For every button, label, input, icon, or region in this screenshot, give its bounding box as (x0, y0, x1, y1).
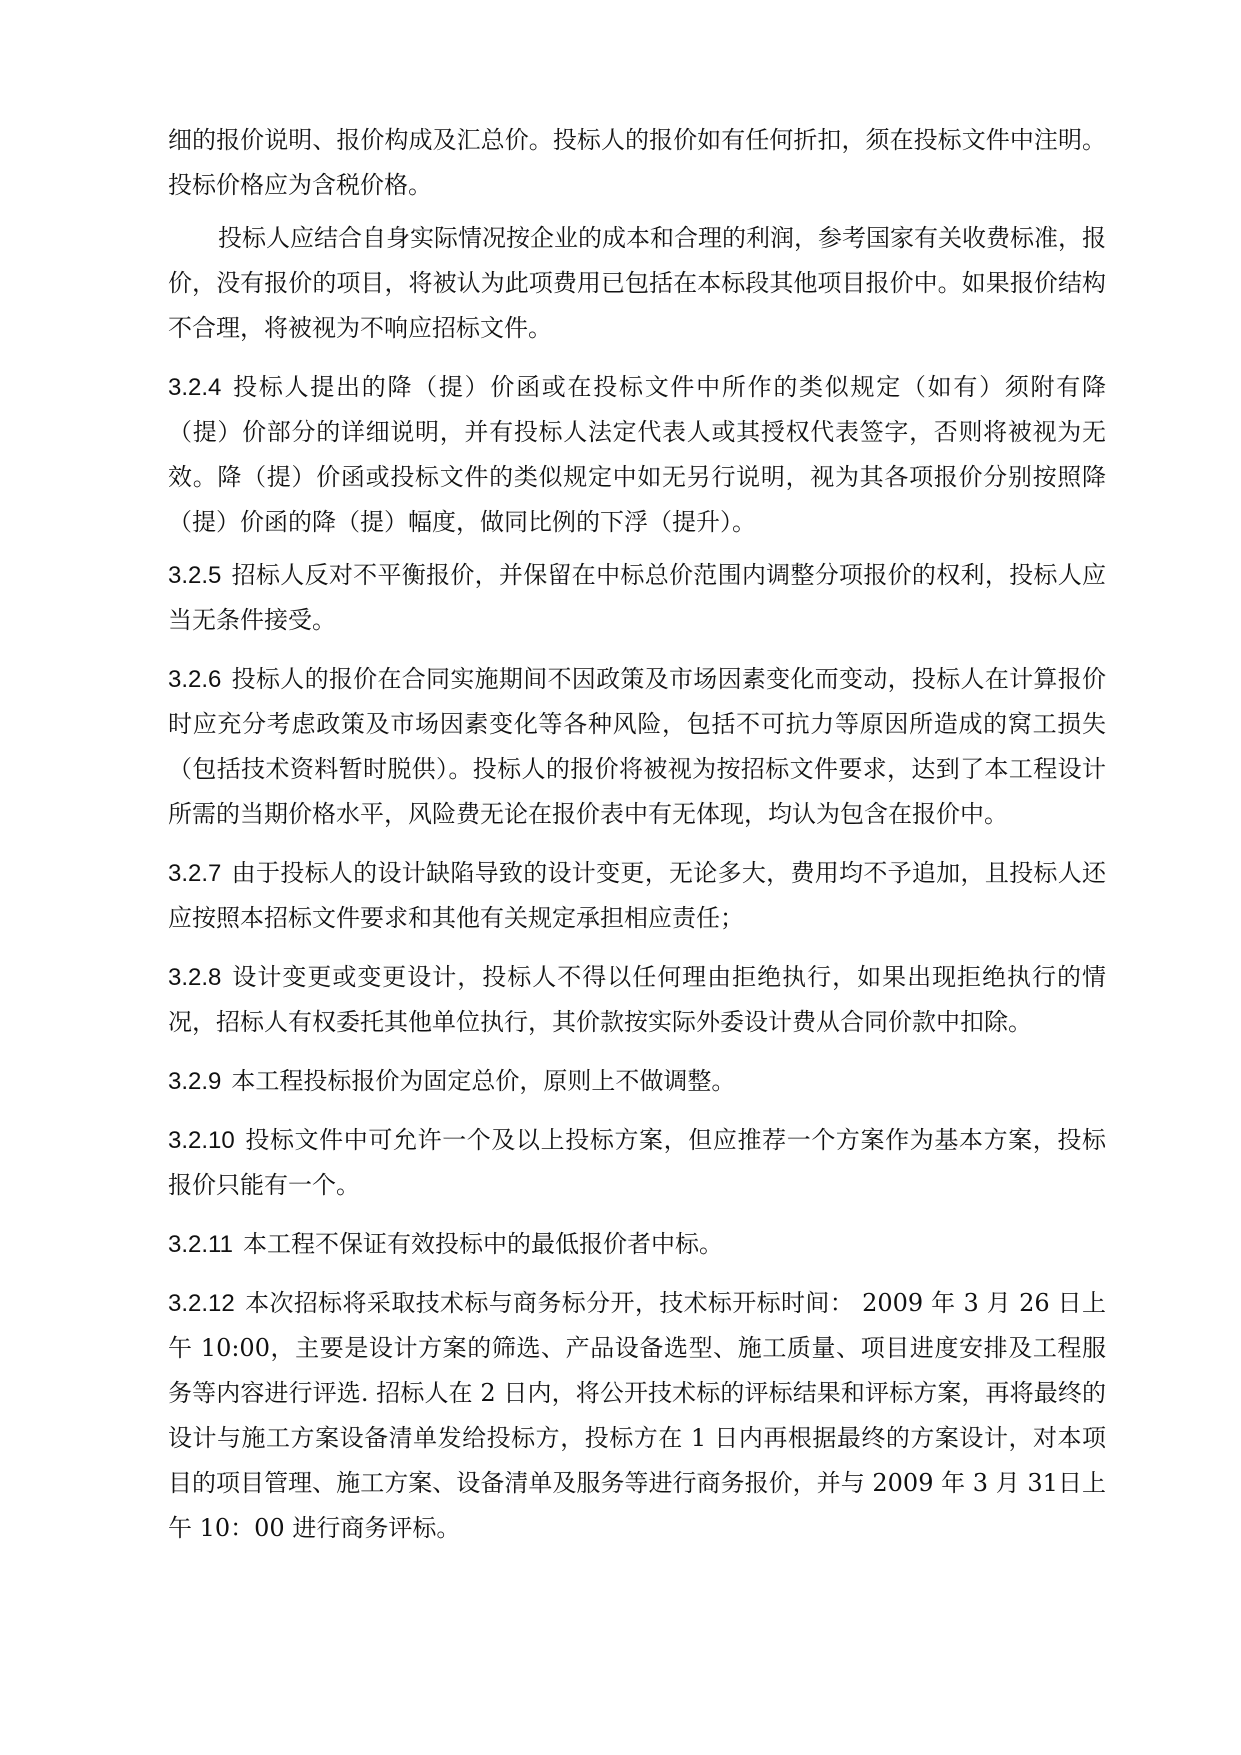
clause-3-2-4 (168, 365, 1106, 545)
paragraph-text: 细的报价说明、报价构成及汇总价。投标人的报价如有任何折扣，须在投标文件中注明。投标价格应为含税价格。 (168, 126, 1106, 199)
clause-text: 由于投标人的设计缺陷导致的设计变更，无论多大，费用均不予追加，且投标人还应按照本招标文件要求和其他有关规定承担相应责任； (168, 859, 1106, 932)
clause-text: 招标人反对不平衡报价，并保留在中标总价范围内调整分项报价的权利，投标人应当无条件接受。 (168, 561, 1106, 634)
clause-3-2-8 (168, 955, 1106, 1045)
clause-text: 设计变更或变更设计，投标人不得以任何理由拒绝执行，如果出现拒绝执行的情况，招标人有权委托其他单位执行，其价款按实际外委设计费从合同价款中扣除。 (168, 963, 1106, 1036)
clause-number: 3.2.12 (168, 1290, 235, 1317)
clause-3-2-11 (168, 1222, 1106, 1267)
clause-text: 本工程不保证有效投标中的最低报价者中标。 (242, 1230, 723, 1258)
clause-text: 投标人提出的降（提）价函或在投标文件中所作的类似规定（如有）须附有降（提）价部分的详细说明，并有投标人法定代表人或其授权代表签字，否则将被视为无效。降（提）价函或投标文件的类似规定中如无另行说明，视为其各项报价分别按照降（提）价函的降（提）幅度，做同比例的下浮（提升）。 (168, 373, 1106, 536)
clause-3-2-10 (168, 1118, 1106, 1208)
document-page (168, 118, 1106, 1559)
clause-number: 3.2.4 (168, 374, 222, 401)
paragraph-text: 投标人应结合自身实际情况按企业的成本和合理的利润，参考国家有关收费标准，报价，没有报价的项目，将被认为此项费用已包括在本标段其他项目报价中。如果报价结构不合理，将被视为不响应招标文件。 (168, 224, 1106, 342)
clause-3-2-6 (168, 657, 1106, 837)
clause-number: 3.2.11 (168, 1231, 233, 1258)
clause-number: 3.2.5 (168, 562, 222, 589)
clause-number: 3.2.6 (168, 666, 222, 693)
clause-number: 3.2.9 (168, 1068, 222, 1095)
clause-3-2-12 (168, 1281, 1106, 1551)
clause-3-2-7 (168, 851, 1106, 941)
clause-text: 本次招标将采取技术标与商务标分开，技术标开标时间： 2009 年 3 月 26 日上午 10:00，主要是设计方案的筛选、产品设备选型、施工质量、项目进度安排及工程服务等内容进行评选. 招标人在 2 日内，将公开技术标的评标结果和评标方案，再将最终的设计与施工方案设备清单发给投标方，投标方在 1 日内再根据最终的方案设计，对本项目的项目管理、施工方案、设备清单及服务等进行商务报价，并与 2009 年 3 月 31日上午 10：00 进行商务评标。 (168, 1289, 1106, 1542)
paragraph-pricing-basis (168, 216, 1106, 351)
clause-text: 投标文件中可允许一个及以上投标方案，但应推荐一个方案作为基本方案，投标报价只能有一个。 (168, 1126, 1106, 1199)
paragraph-continuation (168, 118, 1106, 208)
clause-text: 本工程投标报价为固定总价，原则上不做调整。 (231, 1067, 736, 1095)
clause-number: 3.2.7 (168, 860, 222, 887)
clause-number: 3.2.8 (168, 964, 222, 991)
clause-text: 投标人的报价在合同实施期间不因政策及市场因素变化而变动，投标人在计算报价时应充分考虑政策及市场因素变化等各种风险，包括不可抗力等原因所造成的窝工损失（包括技术资料暂时脱供）。投标人的报价将被视为按招标文件要求，达到了本工程设计所需的当期价格水平，风险费无论在报价表中有无体现，均认为包含在报价中。 (168, 665, 1106, 828)
clause-3-2-5 (168, 553, 1106, 643)
clause-3-2-9 (168, 1059, 1106, 1104)
clause-number: 3.2.10 (168, 1127, 235, 1154)
